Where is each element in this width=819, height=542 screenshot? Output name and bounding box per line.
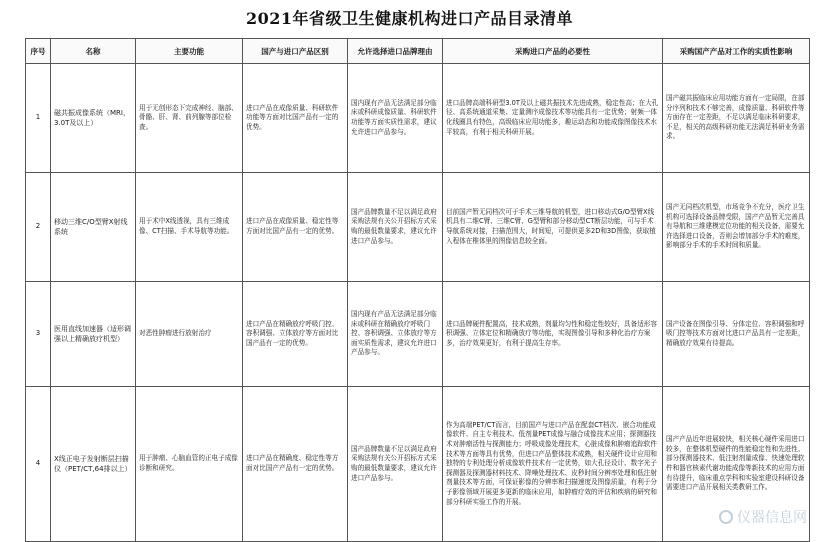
domestic-import-difference: 进口产品在成像质量、科研软件功能等方面对比国产品有一定的优势。 xyxy=(243,64,348,173)
watermark xyxy=(719,507,807,527)
product-name: 移动三维C/O型臂X射线系统 xyxy=(51,173,136,282)
domestic-impact: 国产产品近年进展较快，相关核心硬件采用进口较多，在整体机型硬件的性能稳定性和先进性、部分探测器技术、低注射剂量成像、快速处理软件和器官核素代谢功能成像等新技术的应用方面有待提升，临床重点学科和实验室建设科研设备需要进口产品开展相关类教研工作。 xyxy=(663,387,810,542)
table-row xyxy=(26,173,810,282)
import-reason: 国内现有产品无法满足部分临床或科研成像质量、科研软件功能等方面实质性需求，建议允许进口产品参与。 xyxy=(348,64,443,173)
product-name: 医用直线加速器（适形调强以上精确放疗机型） xyxy=(51,282,136,387)
row-number: 1 xyxy=(26,64,51,173)
row-number: 3 xyxy=(26,282,51,387)
main-function: 对恶性肿瘤进行放射治疗 xyxy=(136,282,243,387)
product-name: X线正电子发射断层扫描仪（PET/CT,64排以上） xyxy=(51,387,136,542)
domestic-impact: 国产磁共振临床应用功能方面有一定局限，在部分序列和技术不够完善，成像质量、科研软件等方面存在一定差距，不足以满足临床科研要求，不足，相关的高级科研功能无法满足科研业务需求。 xyxy=(663,64,810,173)
domestic-import-difference: 进口产品在精确度、稳定性等方面对比国产产品有一定的优势。 xyxy=(243,387,348,542)
header-cell: 采购进口产品的必要性 xyxy=(443,39,663,64)
product-name: 磁共振成像系统（MRI，3.0T及以上） xyxy=(51,64,136,173)
catalog-table xyxy=(25,38,810,542)
main-function: 用于肿瘤、心脑血管的正电子成像诊断和研究。 xyxy=(136,387,243,542)
import-necessity: 进口品牌高端科研型3.0T及以上磁共振技术先进成熟，稳定性高；在大孔径、高系统通道采集、定量测序成像技术等功能具有一定优势；射频一体化线圈具有特色，高级临床应用功能多，趣运动态和功能成像图像技术水平较高，有利于相关科研开展。 xyxy=(443,64,663,173)
header-cell: 名称 xyxy=(51,39,136,64)
import-reason: 国内现有产品无法满足部分临床或科研在精确放疗呼吸门控、容积调强、立体放疗等方面实质性需求，建议允许进口产品参与。 xyxy=(348,282,443,387)
import-necessity: 进口品牌硬件配置高，技术成熟，剂量均匀性和稳定性较好，具备适形容积调强、立体定位和精确放疗等功能，实现图像引导和多种化治疗方案多，治疗效果更好，有利于提高生存率。 xyxy=(443,282,663,387)
row-number: 2 xyxy=(26,173,51,282)
table-header-row xyxy=(26,39,810,64)
import-necessity: 作为高端PET/CT而言，目前国产与进口产品在配套CT档次、嵌合功能成像软件、自主专利技术、低剂量PET成像与融合成像技术应用；探测器技术对肿瘤活性与探测能力；呼吸成像处理技术，心脏成像和肿瘤追踪软件技术等方面等具有优势，但进口产品整体技术成熟，相关硬件设计应用和独特的专利处理分析成像软件技术有一定优势，如大孔径设计、数字光子探测器及探测器材料技术、降噪处理技术、皮秒时间分辨率处理和低注射剂量技术等方面，可保证影像的分辨率和扫描速度及图像质量，有利于分子影像领域开展更多更新的临床应用，如肿瘤疗效的评估和疾病的研究和部分科研实验工作的开展。 xyxy=(443,387,663,542)
import-necessity: 目前国产暂无同档次可于手术三维导航的机型，进口移动式G/O型臂X线机具有二维C臂、三维C臂、G型臂和部分移动型CT断层功能，可与手术导航系统对接，扫描范围大，时间短，可提供更多2D和3D图像，获取植入程体在椎体里的图像信息较全面。 xyxy=(443,173,663,282)
domestic-import-difference: 进口产品在精确放疗呼吸门控、容积调强、立体放疗等方面对比国产品有一定的优势。 xyxy=(243,282,348,387)
main-function: 用于无创形态下完成神经、脑部、骨骼、肝、肾、前列腺等部位检查。 xyxy=(136,64,243,173)
table-row xyxy=(26,64,810,173)
header-cell: 主要功能 xyxy=(136,39,243,64)
document-title: 2021年省级卫生健康机构进口产品目录清单 xyxy=(245,9,574,28)
import-reason: 国产品牌数量不足以满足政府采购法规有关公开招标方式采购的最低数量要求，建议允许进口产品参与。 xyxy=(348,173,443,282)
table-row xyxy=(26,282,810,387)
domestic-impact: 国产设备在图像引导、分体定位、容积调强和呼吸门控等技术方面对比进口产品具有一定差距，精确放疗效果有待提高。 xyxy=(663,282,810,387)
watermark-text: 仪器信息网 xyxy=(737,510,807,526)
domestic-import-difference: 进口产品在成像质量、稳定性等方面对比国产品有一定的优势。 xyxy=(243,173,348,282)
watermark-logo-icon xyxy=(719,510,733,524)
header-cell: 序号 xyxy=(26,39,51,64)
header-cell: 国产与进口产品区别 xyxy=(243,39,348,64)
table-row xyxy=(26,387,810,542)
import-reason: 国产品牌数量不足以满足政府采购法规有关公开招标方式采购的最低数量要求，建议允许进口产品参与。 xyxy=(348,387,443,542)
domestic-impact: 国产无同档次机型，市场竞争不充分，医疗卫生机构可选择设备品牌受限，国产产品暂无完善具有导航和三维建模定位功能的相关设备，需要允许选择进口设备，否则会增加部分手术的难度，影响部分手术的手术时间和质量。 xyxy=(663,173,810,282)
header-cell: 允许选择进口品牌理由 xyxy=(348,39,443,64)
row-number: 4 xyxy=(26,387,51,542)
header-cell: 采购国产产品对工作的实质性影响 xyxy=(663,39,810,64)
main-function: 用于术中X线透视，具有三维成像、CT扫描、手术导航等功能。 xyxy=(136,173,243,282)
